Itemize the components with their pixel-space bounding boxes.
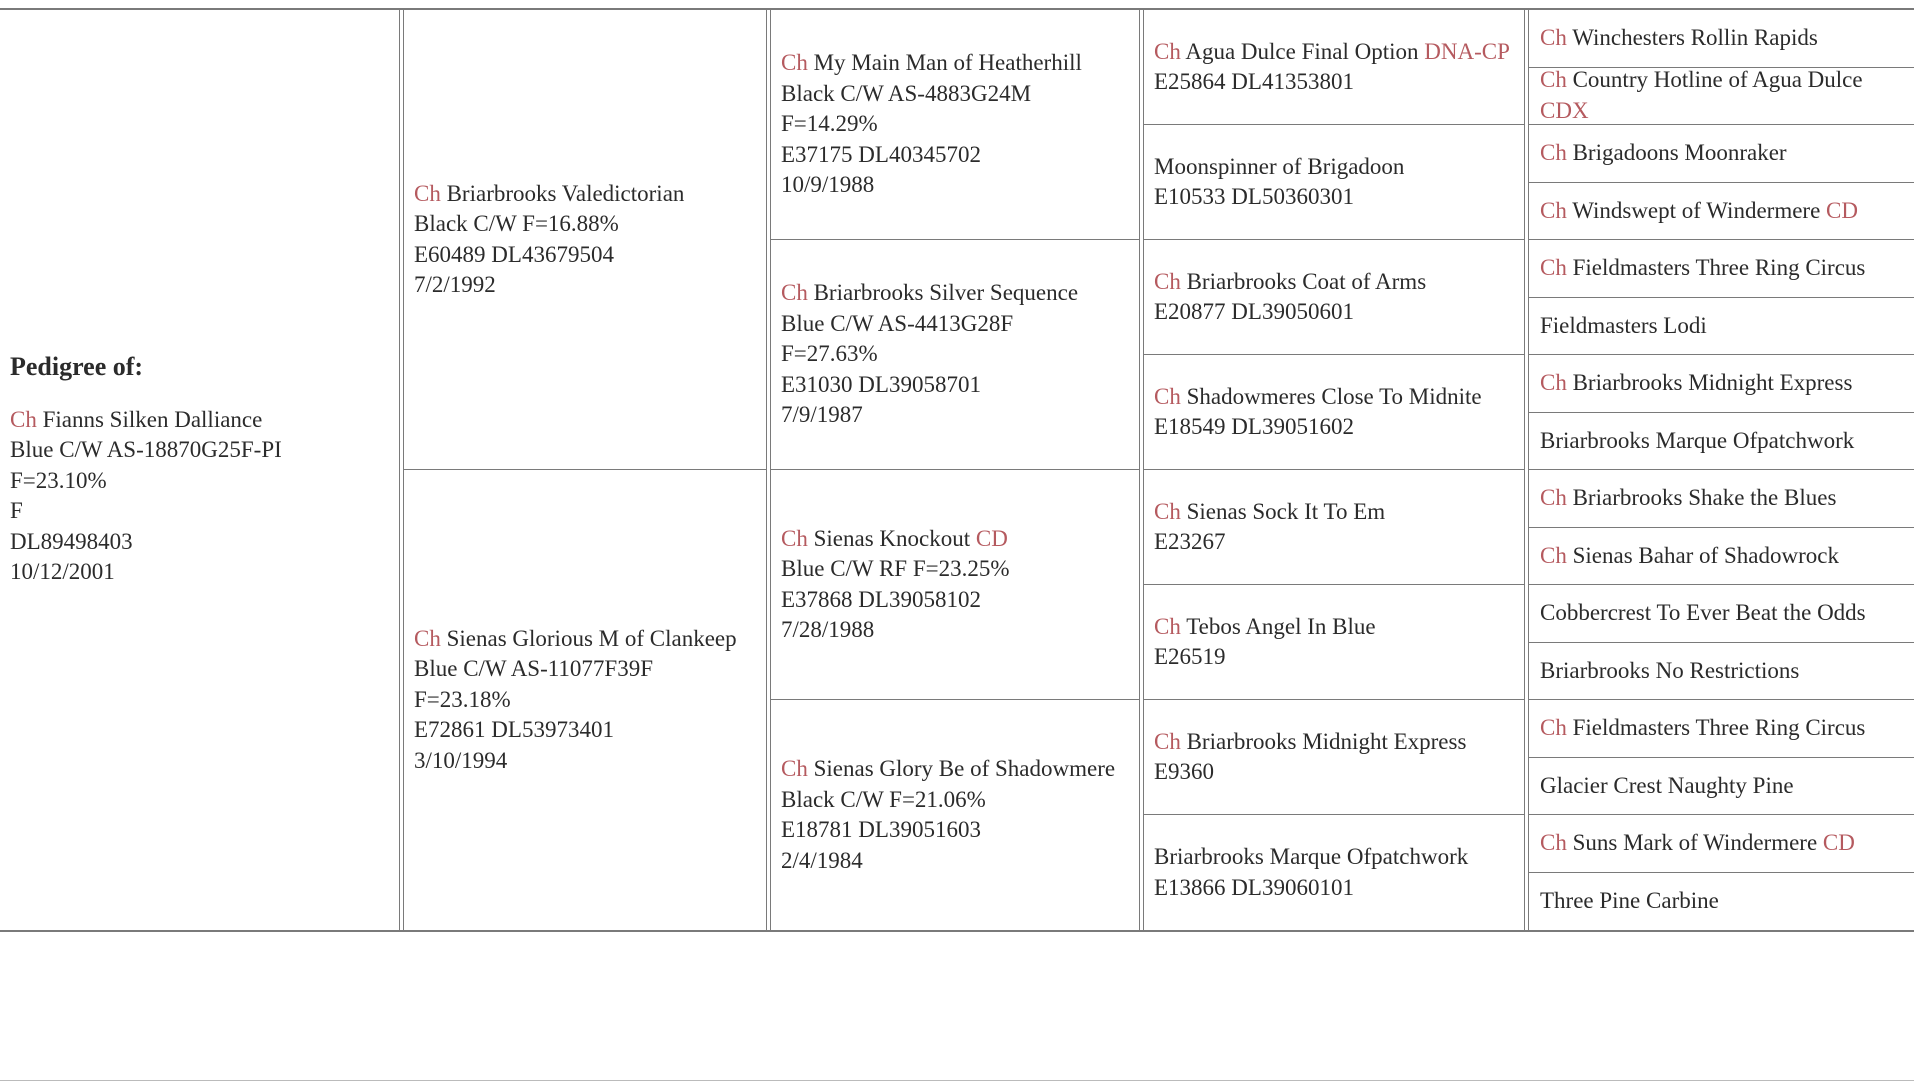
dog-detail: 7/2/1992 xyxy=(414,272,496,297)
subject-detail: DL89498403 xyxy=(10,528,133,554)
gen1-cell-dam xyxy=(403,470,767,930)
dog-name-line xyxy=(1540,23,1909,54)
title-prefix: Ch xyxy=(1540,67,1567,93)
dog-name-line xyxy=(1540,713,1909,744)
dog-name: Sienas Bahar of Shadowrock xyxy=(1572,542,1839,568)
title-prefix: Ch xyxy=(781,756,808,781)
dog-detail: E10533 DL50360301 xyxy=(1154,184,1354,209)
gen3-cell xyxy=(1143,240,1525,355)
dog-name: Briarbrooks Shake the Blues xyxy=(1572,485,1837,510)
dog-name: Moonspinner of Brigadoon xyxy=(1154,153,1405,179)
gen3-cell xyxy=(1143,585,1525,700)
gen4-cell xyxy=(1528,240,1914,298)
dog-detail: E31030 DL39058701 xyxy=(781,371,981,397)
dog-detail: F=14.29% xyxy=(781,111,878,137)
subject-detail: Blue C/W AS-18870G25F-PI xyxy=(10,437,282,463)
subject-cell xyxy=(0,10,400,930)
gen3-cell xyxy=(1143,355,1525,470)
dog-detail: E20877 DL39050601 xyxy=(1154,299,1354,324)
dog-name: Fieldmasters Lodi xyxy=(1540,312,1707,338)
dog-name: Briarbrooks Marque Ofpatchwork xyxy=(1154,844,1469,869)
dog-name-line xyxy=(414,624,756,655)
dog-detail: Blue C/W RF F=23.25% xyxy=(781,556,1010,581)
gen2-cell xyxy=(770,700,1140,930)
dog-name-line xyxy=(1540,253,1909,284)
gen4-cell xyxy=(1528,470,1914,528)
gen4-cell xyxy=(1528,68,1914,126)
gen4-cell xyxy=(1528,355,1914,413)
dog-detail: Black C/W AS-4883G24M xyxy=(781,80,1032,106)
gen2-cell xyxy=(770,10,1140,240)
dog-detail: E37175 DL40345702 xyxy=(781,141,981,167)
title-prefix: Ch xyxy=(1540,25,1567,50)
dog-name-line xyxy=(1540,368,1909,399)
subject-name: Fianns Silken Dalliance xyxy=(42,406,263,432)
gen4-cell xyxy=(1528,815,1914,873)
dog-detail: Blue C/W AS-11077F39F xyxy=(414,656,653,682)
title-prefix: Ch xyxy=(414,625,441,651)
dog-name-line xyxy=(1540,68,1909,126)
gen4-cell xyxy=(1528,10,1914,68)
gen3-cell xyxy=(1143,815,1525,930)
dog-name: My Main Man of Heatherhill xyxy=(813,50,1082,76)
title-prefix: Ch xyxy=(1540,715,1567,740)
dog-name: Three Pine Carbine xyxy=(1540,888,1719,913)
title-prefix: Ch xyxy=(781,280,808,306)
dog-name: Briarbrooks Valedictorian xyxy=(446,180,685,206)
gen4-cell xyxy=(1528,528,1914,586)
dog-name: Fieldmasters Three Ring Circus xyxy=(1572,715,1866,740)
dog-name: Agua Dulce Final Option xyxy=(1185,38,1419,64)
title-prefix: Ch xyxy=(1154,268,1181,294)
title-prefix: Ch xyxy=(1154,383,1181,409)
title-prefix: Ch xyxy=(1540,542,1567,568)
subject-detail: F xyxy=(10,498,23,524)
dog-detail: 10/9/1988 xyxy=(781,172,875,198)
dog-name: Country Hotline of Agua Dulce xyxy=(1572,67,1863,93)
subject-detail: F=23.10% xyxy=(10,467,107,493)
dog-name: Shadowmeres Close To Midnite xyxy=(1186,383,1482,409)
dog-detail: E18549 DL39051602 xyxy=(1154,414,1354,439)
title-suffix: CDX xyxy=(1540,97,1589,123)
title-prefix: Ch xyxy=(781,525,808,551)
dog-name: Winchesters Rollin Rapids xyxy=(1572,25,1818,50)
gen4-cell xyxy=(1528,643,1914,701)
dog-name: Briarbrooks Silver Sequence xyxy=(813,280,1079,306)
dog-name-line xyxy=(1540,541,1909,572)
dog-detail: Blue C/W AS-4413G28F xyxy=(781,310,1014,336)
dog-name-line xyxy=(1540,483,1909,514)
dog-name-line xyxy=(781,754,1129,785)
dog-name: Windswept of Windermere xyxy=(1572,197,1821,223)
title-prefix: Ch xyxy=(1540,370,1567,395)
title-prefix: Ch xyxy=(1154,613,1181,639)
gen4-cell xyxy=(1528,700,1914,758)
gen4-cell xyxy=(1528,873,1914,931)
dog-name: Sienas Glorious M of Clankeep xyxy=(446,625,737,651)
dog-detail: E25864 DL41353801 xyxy=(1154,69,1354,94)
dog-detail: 2/4/1984 xyxy=(781,847,863,873)
dog-name: Fieldmasters Three Ring Circus xyxy=(1572,255,1866,280)
title-suffix: CD xyxy=(1826,197,1858,223)
pedigree-title: Pedigree of: xyxy=(10,352,144,382)
dog-name-line xyxy=(1540,138,1909,169)
gen4-cell xyxy=(1528,298,1914,356)
dog-detail: Black C/W F=21.06% xyxy=(781,786,986,812)
dog-name-line xyxy=(1154,267,1514,298)
dog-detail: E72861 DL53973401 xyxy=(414,717,614,743)
title-prefix: Ch xyxy=(1540,255,1567,280)
dog-name: Tebos Angel In Blue xyxy=(1186,613,1376,639)
title-prefix: Ch xyxy=(781,50,808,76)
dog-detail: Black C/W F=16.88% xyxy=(414,211,619,236)
gen3-cell xyxy=(1143,10,1525,125)
dog-name-line xyxy=(781,524,1129,555)
gen2-cell xyxy=(770,240,1140,470)
dog-detail: E9360 xyxy=(1154,759,1215,784)
dog-detail: F=27.63% xyxy=(781,341,878,367)
dog-name-line xyxy=(781,48,1129,79)
gen3-cell xyxy=(1143,125,1525,240)
dog-name: Sienas Sock It To Em xyxy=(1186,498,1386,524)
title-prefix: Ch xyxy=(1540,140,1567,165)
dog-name: Briarbrooks Marque Ofpatchwork xyxy=(1540,427,1855,453)
subject-title-prefix: Ch xyxy=(10,406,37,432)
title-prefix: Ch xyxy=(1540,485,1567,510)
dog-name: Briarbrooks Midnight Express xyxy=(1572,370,1853,395)
dog-name: Cobbercrest To Ever Beat the Odds xyxy=(1540,600,1866,625)
dog-name: Briarbrooks Midnight Express xyxy=(1186,728,1467,754)
gen1-cell-sire xyxy=(403,10,767,470)
dog-detail: E37868 DL39058102 xyxy=(781,586,981,612)
subject-name-line xyxy=(10,405,389,436)
dog-name: Briarbrooks Coat of Arms xyxy=(1186,268,1427,294)
title-prefix: Ch xyxy=(1154,728,1181,754)
title-suffix: CD xyxy=(1822,830,1855,855)
dog-name-line xyxy=(1540,196,1909,227)
dog-name: Sienas Knockout xyxy=(813,525,971,551)
gen4-cell xyxy=(1528,125,1914,183)
dog-detail: E13866 DL39060101 xyxy=(1154,874,1354,900)
dog-name-line xyxy=(1154,497,1514,528)
dog-detail: E18781 DL39051603 xyxy=(781,817,981,842)
dog-name-line xyxy=(1540,828,1909,859)
dog-detail: 7/28/1988 xyxy=(781,617,875,642)
dog-name-line xyxy=(1154,37,1514,68)
title-prefix: Ch xyxy=(1540,830,1567,855)
dog-name-line xyxy=(781,278,1129,309)
gen4-cell xyxy=(1528,585,1914,643)
gen3-cell xyxy=(1143,700,1525,815)
dog-detail: E23267 xyxy=(1154,529,1226,554)
gen4-cell xyxy=(1528,183,1914,241)
dog-name-line xyxy=(1154,727,1514,758)
gen4-cell xyxy=(1528,758,1914,816)
title-suffix: DNA-CP xyxy=(1424,38,1510,64)
dog-detail: E26519 xyxy=(1154,644,1226,669)
dog-name: Sienas Glory Be of Shadowmere xyxy=(813,756,1116,781)
subject-detail: 10/12/2001 xyxy=(10,559,115,585)
title-prefix: Ch xyxy=(1154,498,1181,524)
pedigree-grid xyxy=(0,8,1914,932)
dog-name-line xyxy=(414,179,756,210)
dog-name: Brigadoons Moonraker xyxy=(1572,140,1787,165)
gen2-cell xyxy=(770,470,1140,700)
dog-name: Briarbrooks No Restrictions xyxy=(1540,657,1800,683)
dog-name-line xyxy=(1154,612,1514,643)
dog-detail: F=23.18% xyxy=(414,686,511,712)
gen4-cell xyxy=(1528,413,1914,471)
dog-detail: E60489 DL43679504 xyxy=(414,241,614,267)
title-prefix: Ch xyxy=(414,180,441,206)
gen3-cell xyxy=(1143,470,1525,585)
dog-name: Glacier Crest Naughty Pine xyxy=(1540,772,1794,798)
title-suffix: CD xyxy=(975,525,1008,551)
title-prefix: Ch xyxy=(1154,38,1181,64)
dog-detail: 7/9/1987 xyxy=(781,402,863,428)
dog-detail: 3/10/1994 xyxy=(414,747,508,773)
dog-name-line xyxy=(1154,382,1514,413)
dog-name: Suns Mark of Windermere xyxy=(1572,830,1818,855)
title-prefix: Ch xyxy=(1540,197,1567,223)
